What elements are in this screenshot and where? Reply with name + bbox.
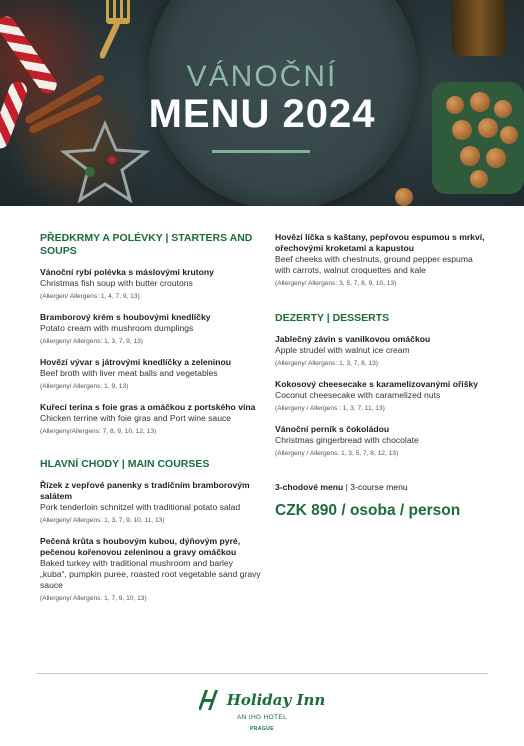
- hero-banner: [0, 0, 524, 206]
- dish-name-en: Christmas fish soup with butter croutons: [40, 278, 193, 288]
- dish-name-cz: Vánoční rybí polévka s máslovými krutony: [40, 267, 214, 277]
- menu-item: [40, 312, 262, 346]
- allergens: (Allergeny/ Allergens: 1, 3, 7, 8, 13): [275, 360, 378, 367]
- dish-name-en: Coconut cheesecake with caramelized nuts: [275, 390, 441, 400]
- dish-name-en: Beef cheeks with chestnuts, ground pepper espuma with carrots, walnut croquettes and kale: [275, 254, 473, 275]
- menu-item: [40, 480, 262, 525]
- left-column: [40, 232, 262, 614]
- dish-name-en: Christmas gingerbread with chocolate: [275, 435, 419, 445]
- menu-item: [40, 536, 262, 603]
- logo-city: PRAGUE: [250, 726, 274, 732]
- hotel-logo: [0, 688, 524, 732]
- hero-divider: [212, 150, 310, 153]
- footer-divider: [36, 673, 488, 674]
- logo-subtitle: AN IHG HOTEL: [236, 714, 288, 721]
- dish-name-cz: Kokosový cheesecake s karamelizovanými oříšky: [275, 379, 479, 389]
- dish-name-cz: Hovězí líčka s kaštany, pepřovou espumou s mrkví, ořechovými kroketami a kapustou: [275, 232, 485, 253]
- menu-item: [275, 379, 487, 413]
- course-count-en: | 3-course menu: [343, 482, 408, 492]
- dish-name-cz: Pečená krůta s houbovým kubou, dýňovým pyré, pečenou kořenovou zeleninou a gravy omáčkou: [40, 536, 241, 557]
- hazelnut-image: [486, 148, 506, 168]
- holiday-inn-h-icon: [199, 688, 221, 712]
- allergens: (Allergen/ Allergens: 1, 4, 7, 9, 13): [40, 293, 140, 300]
- dish-name-en: Pork tenderloin schnitzel with traditional potato salad: [40, 502, 241, 512]
- menu-item: [275, 334, 487, 368]
- mains-heading: HLAVNÍ CHODY | MAIN COURSES: [40, 458, 210, 470]
- allergens: (Allergeny/Allergens: 7, 8, 9, 10, 12, 13): [40, 428, 157, 435]
- hero-title-line1: VÁNOČNÍ: [186, 60, 338, 93]
- right-column: [275, 232, 487, 520]
- menu-item: [40, 357, 262, 391]
- desserts-heading: DEZERTY | DESSERTS: [275, 312, 390, 324]
- hazelnut-image: [460, 146, 480, 166]
- glass-image: [452, 0, 506, 56]
- allergens: (Allergeny/ Allergens: 1, 3, 7, 9, 10, 11, 13): [40, 517, 165, 524]
- allergens: (Allergeny/ Allergens: 1, 7, 9, 10, 13): [40, 595, 147, 602]
- allergens: (Allergeny/ Allergens: 1, 9, 13): [40, 383, 129, 390]
- menu-price: CZK 890 / osoba / person: [275, 502, 461, 519]
- hazelnut-image: [470, 170, 488, 188]
- dish-name-en: Chicken terrine with foie gras and Port wine sauce: [40, 413, 232, 423]
- course-count-cz: 3-chodové menu: [275, 482, 344, 492]
- dish-name-en: Baked turkey with traditional mushroom and barley „kuba“, pumpkin puree, roasted root vegetable sand gravy sauce: [40, 558, 261, 590]
- starters-heading: PŘEDKRMY A POLÉVKY | STARTERS AND SOUPS: [40, 232, 253, 257]
- dish-name-cz: Řízek z vepřové panenky s tradičním bramborovým salátem: [40, 480, 250, 501]
- fork-image: [100, 0, 140, 60]
- menu-item: [40, 402, 262, 436]
- dish-name-en: Potato cream with mushroom dumplings: [40, 323, 194, 333]
- menu-item: [275, 232, 487, 288]
- menu-item: [40, 267, 262, 301]
- logo-name: Holiday Inn: [226, 691, 326, 709]
- allergens: (Allergeny/ Allergens: 1, 3, 7, 9, 13): [40, 338, 143, 345]
- dish-name-cz: Bramborový krém s houbovými knedlíčky: [40, 312, 211, 322]
- dish-name-cz: Vánoční perník s čokoládou: [275, 424, 390, 434]
- dish-name-en: Beef broth with liver meat balls and vegetables: [40, 368, 218, 378]
- hero-title-line2: MENU 2024: [148, 92, 376, 136]
- dish-name-cz: Jablečný závin s vanilkovou omáčkou: [275, 334, 431, 344]
- hazelnut-image: [395, 188, 413, 206]
- dish-name-cz: Kuřecí terina s foie gras a omáčkou z portského vína: [40, 402, 256, 412]
- menu-item: [275, 424, 487, 458]
- allergens: (Allergeny/ Allergens: 3, 5, 7, 8, 9, 10, 13): [275, 280, 397, 287]
- course-count: [275, 482, 487, 492]
- allergens: (Allergeny / Allergens: 1, 3, 5, 7, 8, 12, 13): [275, 450, 399, 457]
- dish-name-en: Apple strudel with walnut ice cream: [275, 345, 410, 355]
- dish-name-cz: Hovězí vývar s játrovými knedlíčky a zeleninou: [40, 357, 232, 367]
- allergens: (Allergeny / Allergens : 1, 3, 7, 11, 13): [275, 405, 385, 412]
